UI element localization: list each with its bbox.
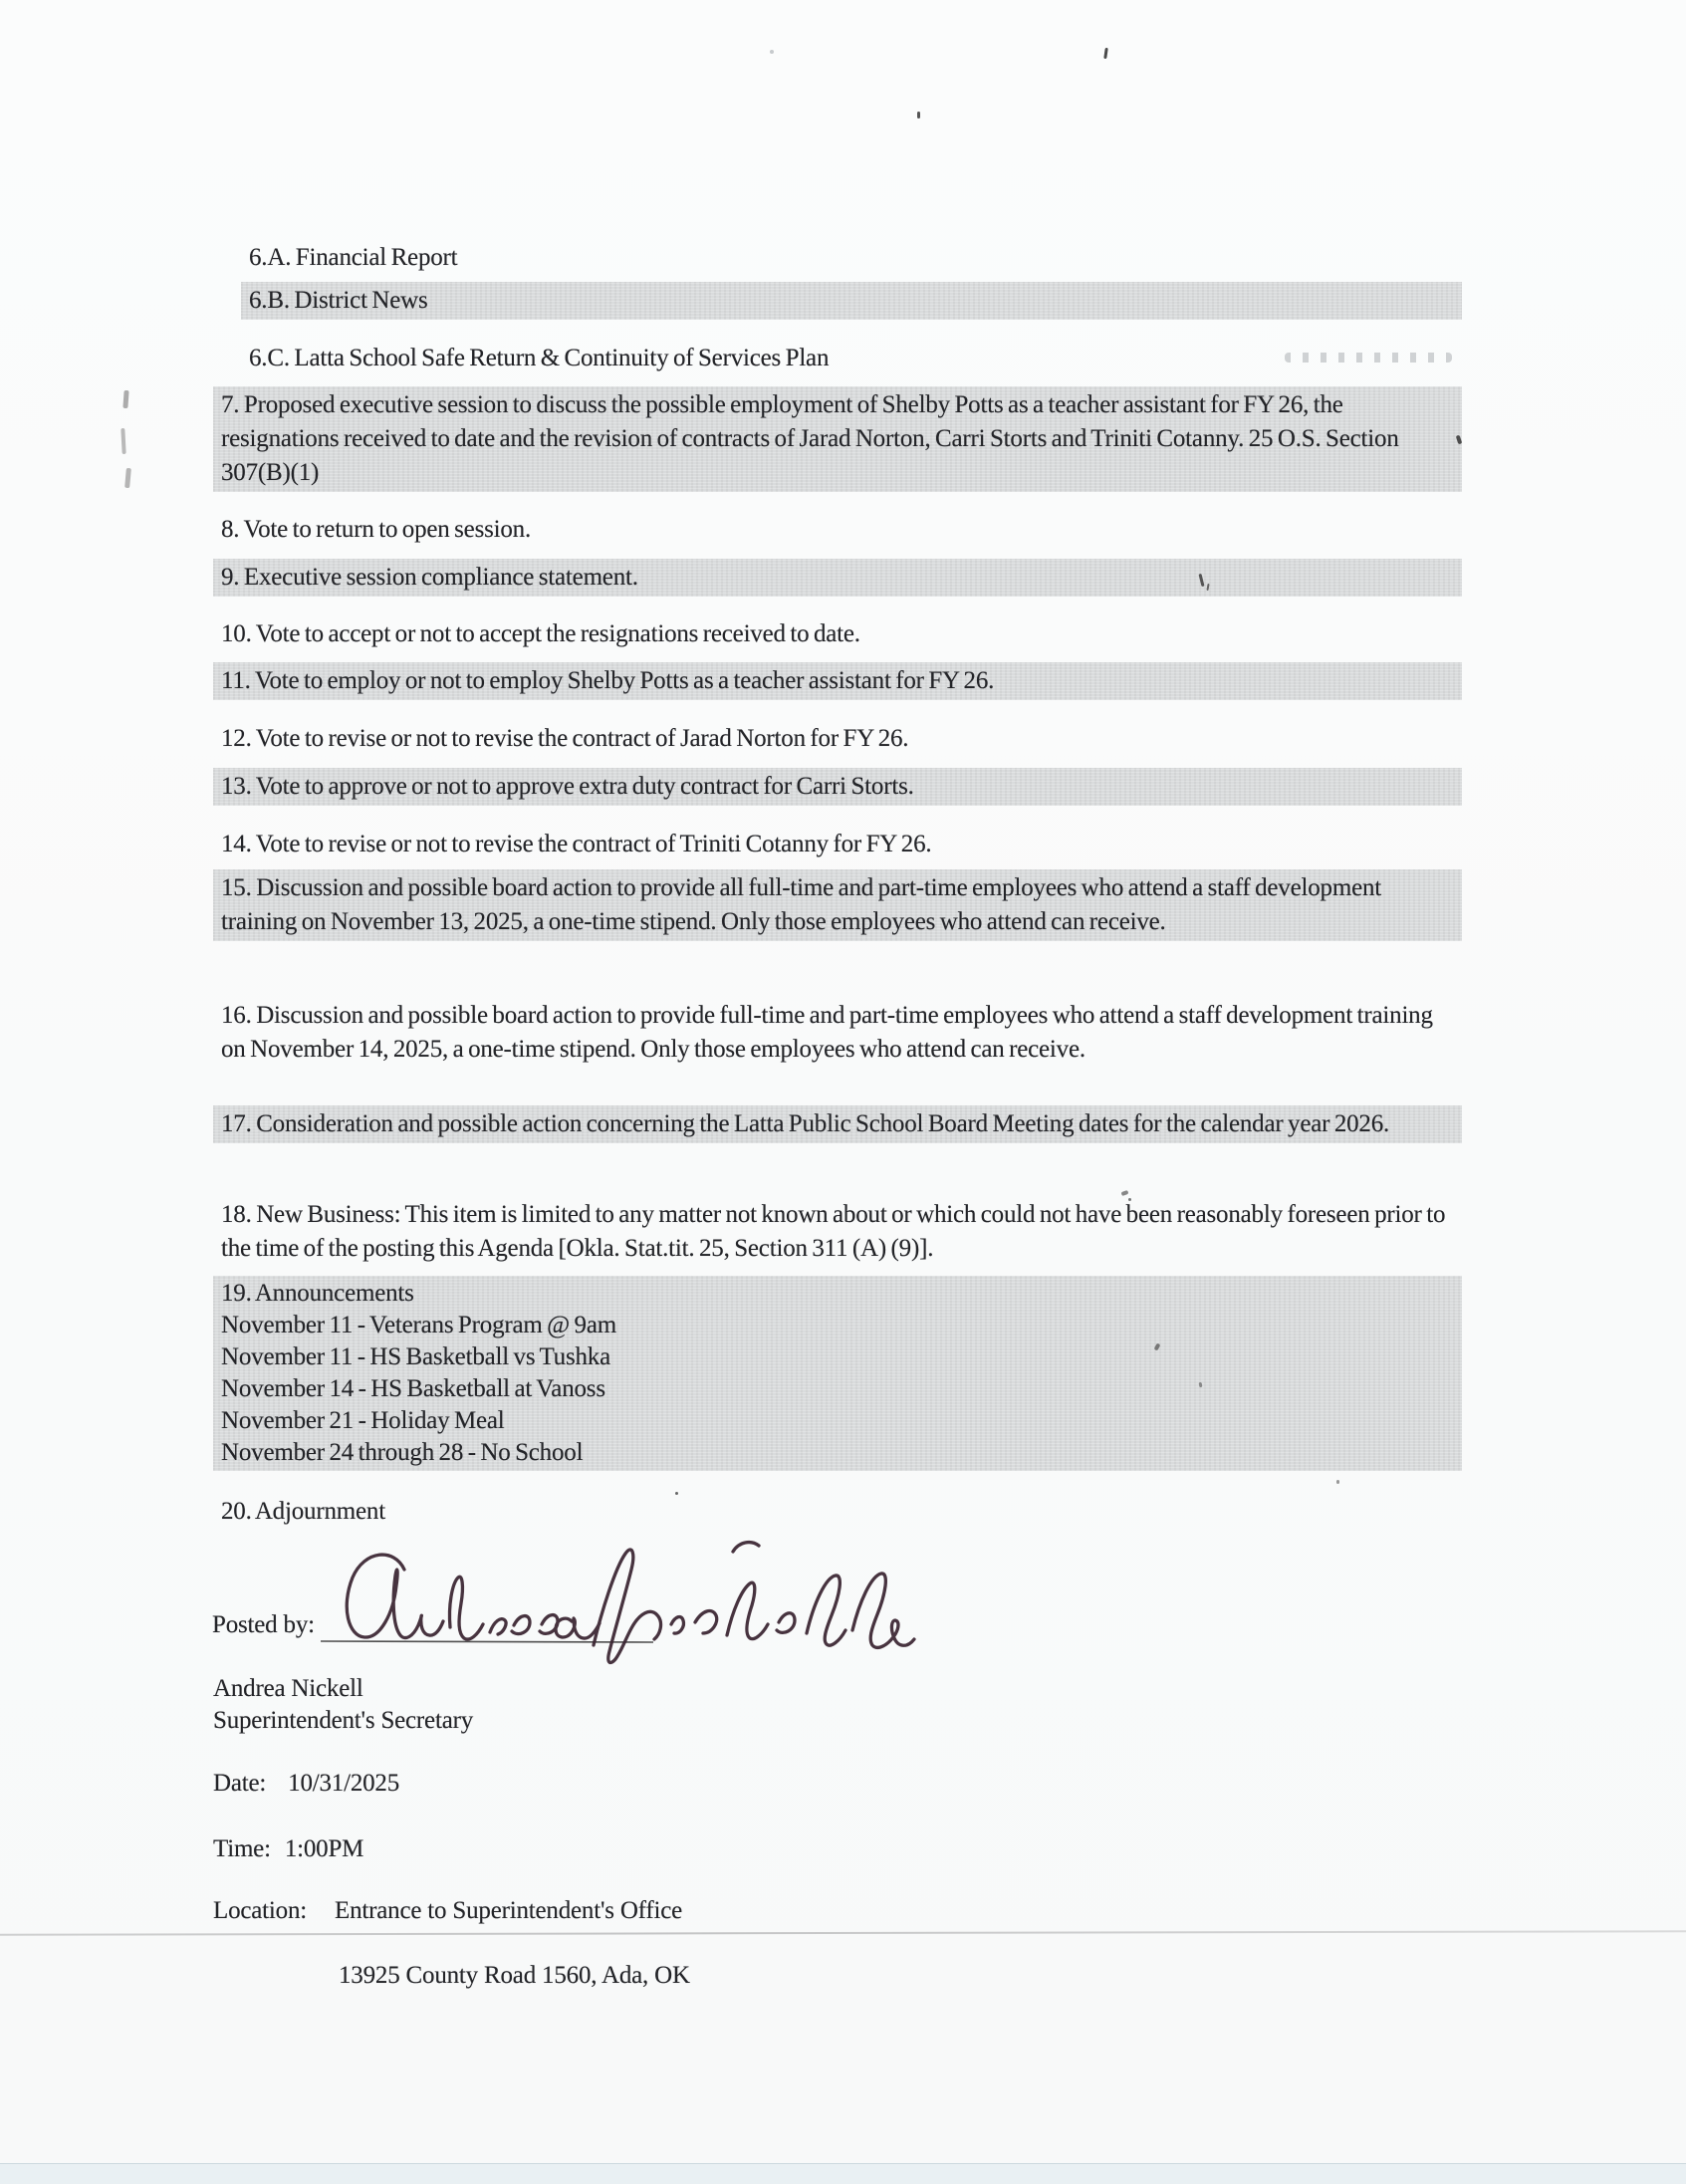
address-line: 13925 County Road 1560, Ada, OK — [339, 1962, 690, 1989]
announcement-line: November 24 through 28 - No School — [221, 1439, 584, 1466]
signature-ink-icon — [299, 1534, 916, 1668]
date-label: Date: — [213, 1770, 267, 1797]
date-value: 10/31/2025 — [288, 1770, 400, 1797]
time-label: Time: — [213, 1835, 271, 1862]
time-row — [213, 1833, 363, 1865]
agenda-item-10: 10. Vote to accept or not to accept the resignations received to date. — [221, 620, 860, 647]
announcement-line: November 21 - Holiday Meal — [221, 1407, 505, 1434]
agenda-item-13: 13. Vote to approve or not to approve extra duty contract for Carri Storts. — [213, 768, 1462, 806]
signer-title: Superintendent's Secretary — [213, 1707, 474, 1734]
location-row — [213, 1895, 682, 1927]
signature — [299, 1534, 916, 1668]
agenda-item-18: 18. New Business: This item is limited to any matter not known about or which could not have been reasonably foreseen prior to the time of the posting this Agenda [Okla. Stat.tit. 25, Section 311 (A) (9)]. — [221, 1201, 1446, 1262]
agenda-item-19-announcements — [213, 1276, 1462, 1471]
posted-by-label: Posted by: — [212, 1611, 315, 1638]
location-label: Location: — [213, 1897, 308, 1924]
announcements-heading: 19. Announcements — [221, 1280, 414, 1307]
agenda-item-11: 11. Vote to employ or not to employ Shelby Potts as a teacher assistant for FY 26. — [213, 662, 1462, 700]
agenda-item-9: 9. Executive session compliance statement. — [213, 559, 1462, 597]
signer-name: Andrea Nickell — [213, 1675, 363, 1702]
announcement-line: November 11 - Veterans Program @ 9am — [221, 1312, 616, 1338]
agenda-item-6b: 6.B. District News — [241, 282, 1462, 320]
agenda-item-8: 8. Vote to return to open session. — [221, 516, 532, 543]
date-row — [213, 1768, 399, 1800]
scan-edge-mark — [120, 428, 125, 454]
agenda-item-17: 17. Consideration and possible action concerning the Latta Public School Board Meeting dates for the calendar year 2026. — [213, 1105, 1462, 1143]
scan-speck — [675, 1492, 678, 1495]
scan-speck — [770, 50, 774, 54]
time-value: 1:00PM — [284, 1835, 364, 1862]
agenda-item-16: 16. Discussion and possible board action to provide full-time and part-time employees who attend a staff development training on November 14, 2025, a one-time stipend. Only those employees who attend can receive. — [221, 1002, 1433, 1063]
scan-speck — [1128, 1198, 1131, 1201]
agenda-item-20: 20. Adjournment — [221, 1498, 385, 1525]
agenda-item-6a: 6.A. Financial Report — [249, 244, 458, 271]
scan-edge-mark — [124, 468, 131, 488]
announcement-line: November 14 - HS Basketball at Vanoss — [221, 1375, 605, 1402]
agenda-item-6c: 6.C. Latta School Safe Return & Continuity of Services Plan — [249, 345, 830, 371]
scan-edge-mark — [122, 390, 128, 408]
scan-smudge — [1285, 353, 1452, 363]
scan-speck — [1199, 1382, 1203, 1387]
announcement-line: November 11 - HS Basketball vs Tushka — [221, 1343, 610, 1370]
signature-underline — [321, 1641, 653, 1642]
agenda-item-14: 14. Vote to revise or not to revise the contract of Triniti Cotanny for FY 26. — [221, 831, 932, 857]
scan-speck — [917, 112, 920, 119]
scan-speck — [1336, 1480, 1339, 1484]
scan-speck — [1103, 48, 1108, 59]
scan-bottom-band — [0, 2163, 1686, 2184]
agenda-item-15: 15. Discussion and possible board action to provide all full-time and part-time employees who attend a staff development training on November 13, 2025, a one-time stipend. Only those employees who attend can receive. — [213, 869, 1462, 941]
location-value: Entrance to Superintendent's Office — [335, 1897, 683, 1924]
agenda-item-12: 12. Vote to revise or not to revise the contract of Jarad Norton for FY 26. — [221, 725, 909, 752]
agenda-item-7: 7. Proposed executive session to discuss the possible employment of Shelby Potts as a teacher assistant for FY 26, the resignations received to date and the revision of contracts of Jarad Norton, Carri Storts and Triniti Cotanny. 25 O.S. Section 307(B)(1) — [213, 386, 1462, 492]
scan-crease-line — [0, 1930, 1686, 1936]
